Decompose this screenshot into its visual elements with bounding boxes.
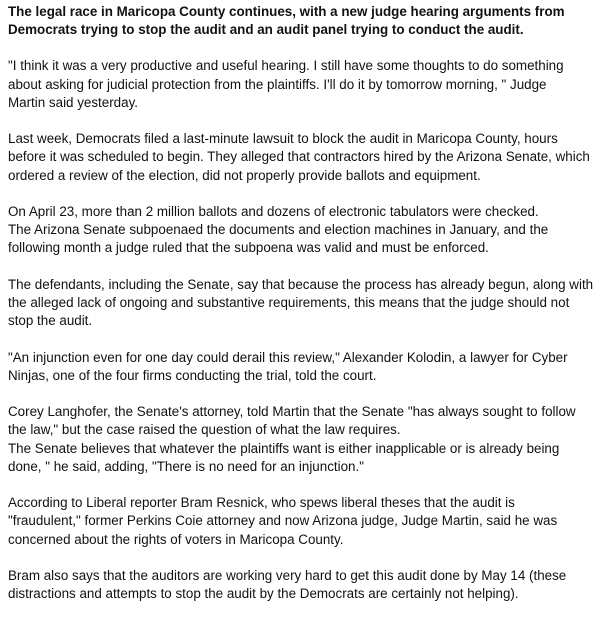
- headline-line: The legal race in Maricopa County continues, with a new judge hearing arguments from: [8, 4, 565, 19]
- paragraph-line: stop the audit.: [8, 313, 93, 329]
- paragraph-subpoena: [8, 203, 608, 258]
- paragraph-line: According to Liberal reporter Bram Resnick, who spews liberal theses that the audit is: [8, 495, 515, 511]
- paragraph-lawsuit: [8, 130, 608, 185]
- paragraph-langhofer: [8, 403, 608, 476]
- paragraph-deadline: [8, 567, 608, 603]
- paragraph-line: about asking for judicial protection from the plaintiffs. I'll do it by tomorrow morning, " Judge: [8, 76, 547, 92]
- headline-line: Democrats trying to stop the audit and an audit panel trying to conduct the audit.: [8, 22, 524, 38]
- paragraph-line: "I think it was a very productive and useful hearing. I still have some thoughts to do something: [8, 58, 564, 74]
- paragraph-judge-quote: [8, 57, 608, 112]
- paragraph-line: following month a judge ruled that the subpoena was valid and must be enforced.: [8, 240, 489, 256]
- article-headline: [8, 3, 608, 39]
- paragraph-line: distractions and attempts to stop the audit by the Democrats are certainly not helping).: [8, 586, 519, 602]
- paragraph-line: the law," but the case raised the question of what the law requires.: [8, 422, 401, 438]
- paragraph-line: Last week, Democrats filed a last-minute lawsuit to block the audit in Maricopa County, hours: [8, 131, 558, 147]
- paragraph-line: before it was scheduled to begin. They alleged that contractors hired by the Arizona Senate, which: [8, 149, 590, 165]
- paragraph-line: The Arizona Senate subpoenaed the documents and election machines in January, and the: [8, 222, 549, 238]
- paragraph-line: Ninjas, one of the four firms conducting the trial, told the court.: [8, 367, 377, 383]
- paragraph-line: done, " he said, adding, "There is no need for an injunction.": [8, 458, 364, 474]
- paragraph-line: Martin said yesterday.: [8, 94, 138, 110]
- paragraph-line: "An injunction even for one day could derail this review," Alexander Kolodin, a lawyer for Cyber: [8, 349, 568, 365]
- paragraph-line: Bram also says that the auditors are working very hard to get this audit done by May 14 (these: [8, 567, 567, 583]
- paragraph-line: On April 23, more than 2 million ballots and dozens of electronic tabulators were checked.: [8, 204, 539, 219]
- paragraph-line: The defendants, including the Senate, say that because the process has already begun, along with: [8, 276, 594, 292]
- paragraph-line: the alleged lack of ongoing and substantive requirements, this means that the judge should not: [8, 295, 570, 310]
- article: [8, 3, 608, 622]
- paragraph-line: The Senate believes that whatever the plaintiffs want is either inapplicable or is already being: [8, 440, 560, 456]
- paragraph-line: concerned about the rights of voters in Maricopa County.: [8, 531, 344, 547]
- paragraph-defendants: [8, 276, 608, 331]
- paragraph-line: Corey Langhofer, the Senate's attorney, told Martin that the Senate "has always sought to follow: [8, 404, 576, 420]
- paragraph-line: "fraudulent," former Perkins Coie attorney and now Arizona judge, Judge Martin, said he was: [8, 513, 558, 529]
- paragraph-resnick: [8, 494, 608, 549]
- paragraph-kolodin-quote: [8, 349, 608, 385]
- paragraph-line: ordered a review of the election, did not properly provide ballots and equipment.: [8, 167, 481, 183]
